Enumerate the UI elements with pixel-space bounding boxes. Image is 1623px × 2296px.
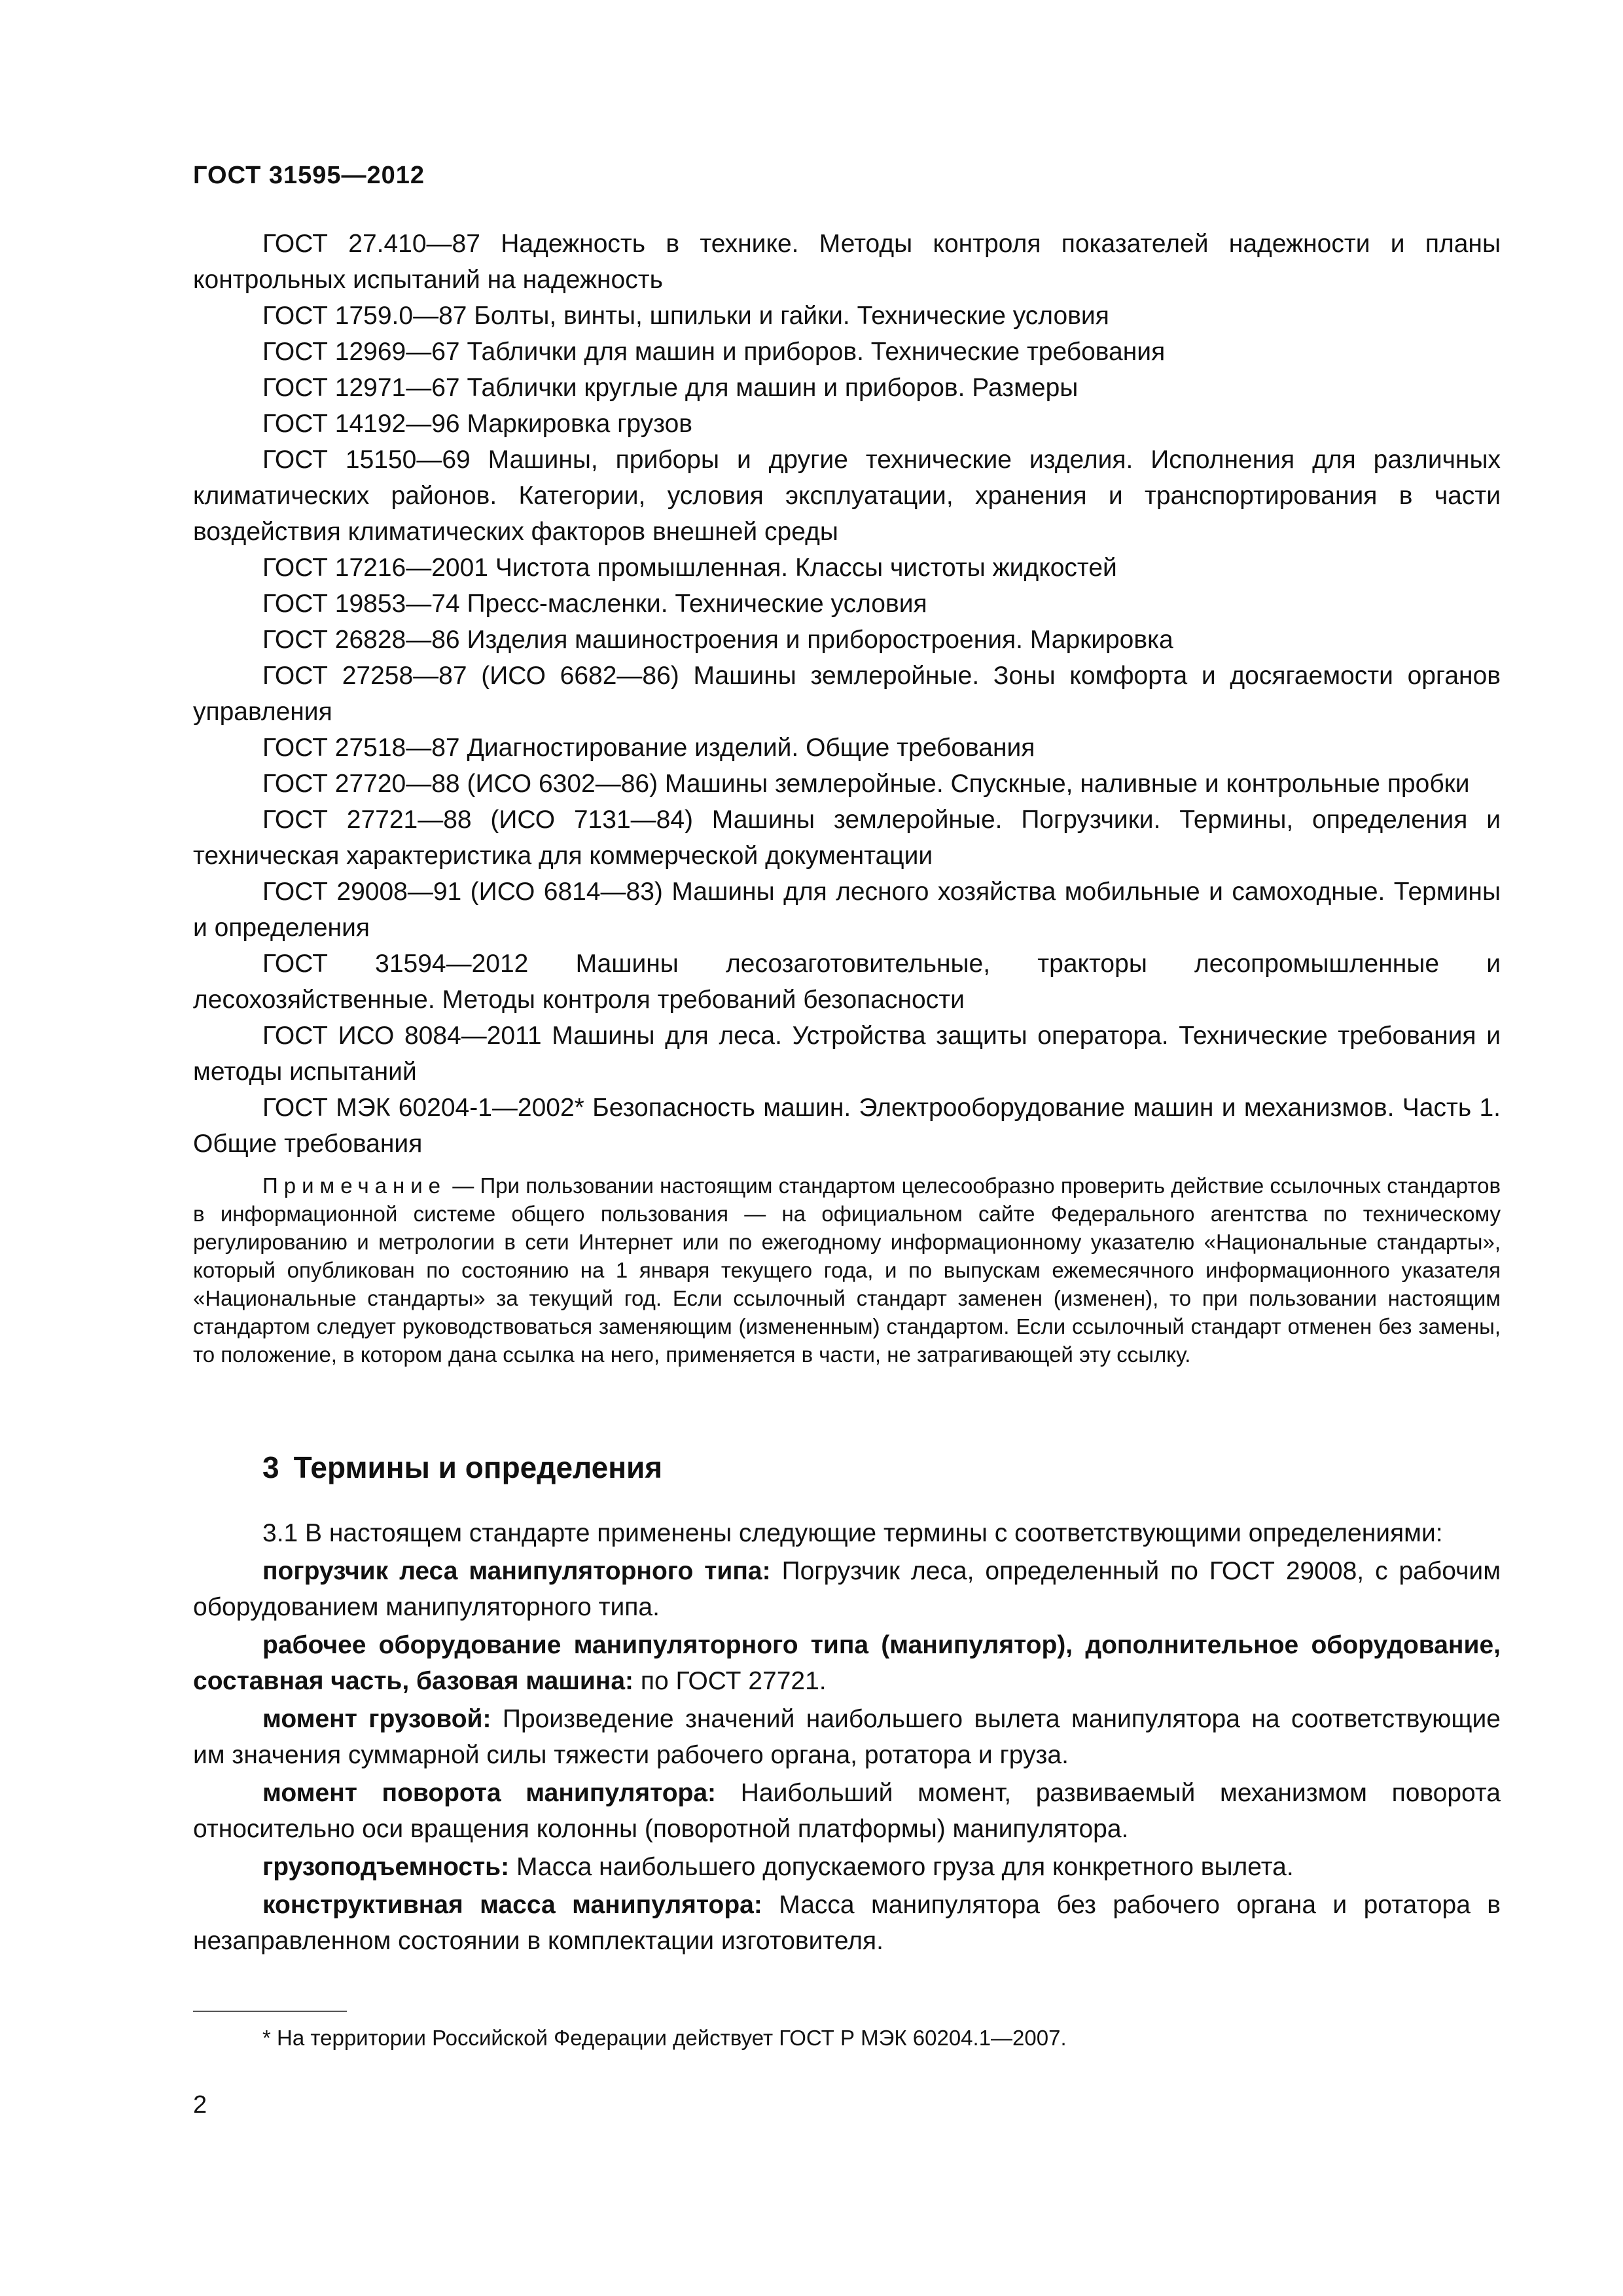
term-definition: Наибольший момент, развиваемый механизмом поворота относительно оси вращения колонны (поворотной платформы) манипулятора.	[193, 1779, 1501, 1843]
note-paragraph	[193, 1172, 1501, 1369]
term-name: момент поворота манипулятора:	[262, 1779, 717, 1807]
reference-item: ГОСТ 29008—91 (ИСО 6814—83) Машины для лесного хозяйства мобильные и самоходные. Термины и определения	[193, 878, 1501, 942]
term-name: погрузчик леса манипуляторного типа:	[262, 1557, 771, 1585]
term-definition: Погрузчик леса, определенный по ГОСТ 29008, с рабочим оборудованием манипуляторного типа.	[193, 1557, 1501, 1621]
reference-item: ГОСТ 26828—86 Изделия машиностроения и приборостроения. Маркировка	[262, 626, 1173, 654]
note-text: — При пользовании настоящим стандартом целесообразно проверить действие ссылочных стандартов в информационной системе общего пользования — на официальном сайте Федерального агентства по техническому регулированию и метрологии в сети Интернет или по ежегодному информационному указателю «Национальные стандарты», который опубликован по состоянию на 1 января текущего года, и по выпускам ежемесячного информационного указателя «Национальные стандарты» за текущий год. Если ссылочный стандарт заменен (изменен), то при пользовании настоящим стандартом следует руководствоваться заменяющим (измененным) стандартом. Если ссылочный стандарт отменен без замены, то положение, в котором дана ссылка на него, применяется в части, не затрагивающей эту ссылку.	[193, 1174, 1501, 1367]
note-label: Примечание	[262, 1174, 447, 1198]
term-entry	[193, 1553, 1501, 1625]
term-entry	[193, 1775, 1501, 1847]
reference-item: ГОСТ МЭК 60204-1—2002* Безопасность машин. Электрооборудование машин и механизмов. Часть 1. Общие требования	[193, 1094, 1501, 1158]
term-entry	[193, 1627, 1501, 1699]
terms-intro: 3.1 В настоящем стандарте применены следующие термины с соответствующими определениями:	[262, 1519, 1443, 1547]
reference-item: ГОСТ ИСО 8084—2011 Машины для леса. Устройства защиты оператора. Технические требования и методы испытаний	[193, 1022, 1501, 1086]
reference-item: ГОСТ 27.410—87 Надежность в технике. Методы контроля показателей надежности и планы контрольных испытаний на надежность	[193, 230, 1501, 294]
normative-references-list	[193, 226, 1501, 1162]
page-number: 2	[193, 2091, 207, 2119]
reference-item: ГОСТ 27721—88 (ИСО 7131—84) Машины землеройные. Погрузчики. Термины, определения и техническая характеристика для коммерческой документации	[193, 806, 1501, 870]
section-number: 3	[262, 1450, 279, 1484]
term-entry	[193, 1701, 1501, 1773]
reference-item: ГОСТ 27258—87 (ИСО 6682—86) Машины землеройные. Зоны комфорта и досягаемости органов управления	[193, 662, 1501, 726]
term-entry	[193, 1849, 1501, 1885]
reference-item: ГОСТ 27518—87 Диагностирование изделий. Общие требования	[262, 734, 1035, 762]
footnote-divider	[193, 2011, 347, 2012]
reference-item: ГОСТ 12971—67 Таблички круглые для машин и приборов. Размеры	[262, 374, 1079, 402]
term-definition: Масса манипулятора без рабочего органа и ротатора в незаправленном состоянии в комплектации изготовителя.	[193, 1891, 1501, 1955]
term-definition: Произведение значений наибольшего вылета манипулятора на соответствующие им значения суммарной силы тяжести рабочего органа, ротатора и груза.	[193, 1705, 1501, 1769]
document-id-header: ГОСТ 31595—2012	[193, 162, 425, 189]
term-definition: по ГОСТ 27721.	[640, 1667, 827, 1695]
reference-item: ГОСТ 31594—2012 Машины лесозаготовительные, тракторы лесопромышленные и лесохозяйственные. Методы контроля требований безопасности	[193, 950, 1501, 1014]
footnote: * На территории Российской Федерации действует ГОСТ Р МЭК 60204.1—2007.	[262, 2026, 1067, 2050]
term-name: момент грузовой:	[262, 1705, 491, 1733]
term-name: грузоподъемность:	[262, 1853, 510, 1881]
reference-item: ГОСТ 15150—69 Машины, приборы и другие технические изделия. Исполнения для различных климатических районов. Категории, условия эксплуатации, хранения и транспортирования в части воздействия климатических факторов внешней среды	[193, 446, 1501, 546]
section-heading	[262, 1450, 662, 1485]
reference-item: ГОСТ 12969—67 Таблички для машин и приборов. Технические требования	[262, 338, 1166, 366]
reference-item: ГОСТ 27720—88 (ИСО 6302—86) Машины землеройные. Спускные, наливные и контрольные пробки	[262, 770, 1470, 798]
reference-item: ГОСТ 14192—96 Маркировка грузов	[262, 410, 692, 438]
term-entry	[193, 1887, 1501, 1959]
reference-item: ГОСТ 19853—74 Пресс-масленки. Технические условия	[262, 590, 927, 618]
reference-item: ГОСТ 1759.0—87 Болты, винты, шпильки и гайки. Технические условия	[262, 302, 1109, 330]
term-name: конструктивная масса манипулятора:	[262, 1891, 762, 1919]
terms-list	[193, 1515, 1501, 1961]
term-name: рабочее оборудование манипуляторного типа (манипулятор), дополнительное оборудование, составная часть, базовая машина:	[193, 1631, 1501, 1695]
reference-item: ГОСТ 17216—2001 Чистота промышленная. Классы чистоты жидкостей	[262, 554, 1117, 582]
term-definition: Масса наибольшего допускаемого груза для конкретного вылета.	[516, 1853, 1294, 1881]
section-title: Термины и определения	[293, 1450, 663, 1484]
